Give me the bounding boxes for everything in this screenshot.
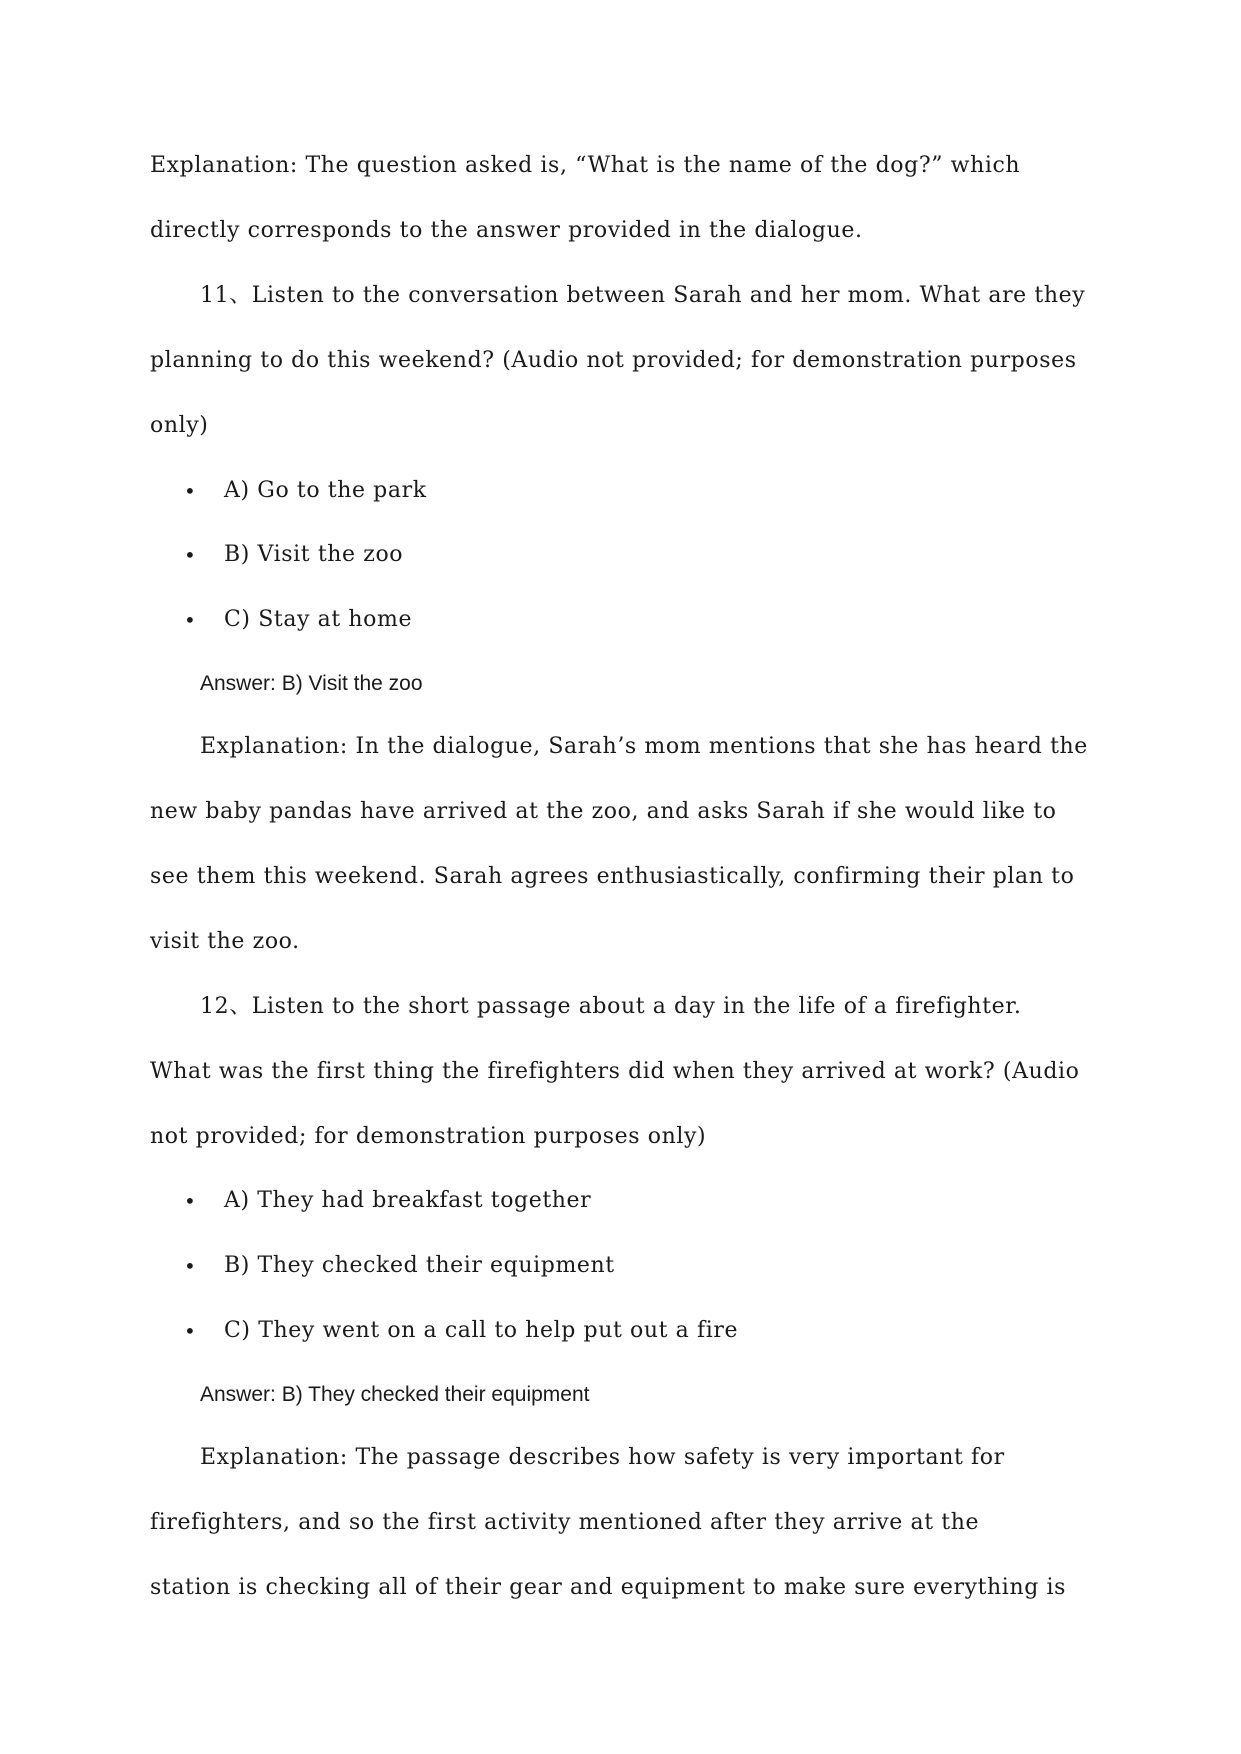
q10-explanation-line-2: directly corresponds to the answer provided in the dialogue.: [150, 218, 863, 243]
bullet-icon: •: [184, 1319, 196, 1343]
q11-option-a: A) Go to the park: [224, 478, 427, 503]
q11-question-line-1: 11、Listen to the conversation between Sarah and her mom. What are they: [200, 283, 1086, 308]
bullet-icon: •: [184, 543, 196, 567]
bullet-icon: •: [184, 479, 196, 503]
q12-question-line-2: What was the first thing the firefighters did when they arrived at work? (Audio: [150, 1059, 1080, 1084]
bullet-icon: •: [184, 608, 196, 632]
q11-explanation-line-4: visit the zoo.: [150, 929, 300, 954]
q11-option-c: C) Stay at home: [224, 607, 413, 632]
q12-question-line-1: 12、Listen to the short passage about a day in the life of a firefighter.: [200, 994, 1022, 1019]
q11-explanation-line-2: new baby pandas have arrived at the zoo, and asks Sarah if she would like to: [150, 799, 1057, 824]
q11-question-line-3: only): [150, 413, 209, 438]
q12-option-c: C) They went on a call to help put out a fire: [224, 1318, 739, 1343]
bullet-icon: •: [184, 1254, 196, 1278]
q12-option-b: B) They checked their equipment: [224, 1253, 615, 1278]
q12-explanation-line-2: firefighters, and so the first activity mentioned after they arrive at the: [150, 1510, 980, 1535]
q12-question-line-3: not provided; for demonstration purposes only): [150, 1124, 707, 1149]
q12-explanation-line-1: Explanation: The passage describes how safety is very important for: [200, 1445, 1005, 1470]
q12-option-a: A) They had breakfast together: [224, 1188, 592, 1213]
q11-question-line-2: planning to do this weekend? (Audio not provided; for demonstration purposes: [150, 348, 1077, 373]
q10-explanation-line-1: Explanation: The question asked is, “What is the name of the dog?” which: [150, 153, 1021, 178]
bullet-icon: •: [184, 1189, 196, 1213]
q11-explanation-line-1: Explanation: In the dialogue, Sarah’s mom mentions that she has heard the: [200, 734, 1088, 759]
q11-explanation-line-3: see them this weekend. Sarah agrees enthusiastically, confirming their plan to: [150, 864, 1075, 889]
q11-answer: Answer: B) Visit the zoo: [200, 672, 423, 695]
q11-option-b: B) Visit the zoo: [224, 542, 404, 567]
q12-answer: Answer: B) They checked their equipment: [200, 1383, 590, 1406]
q12-explanation-line-3: station is checking all of their gear and equipment to make sure everything is: [150, 1575, 1067, 1600]
